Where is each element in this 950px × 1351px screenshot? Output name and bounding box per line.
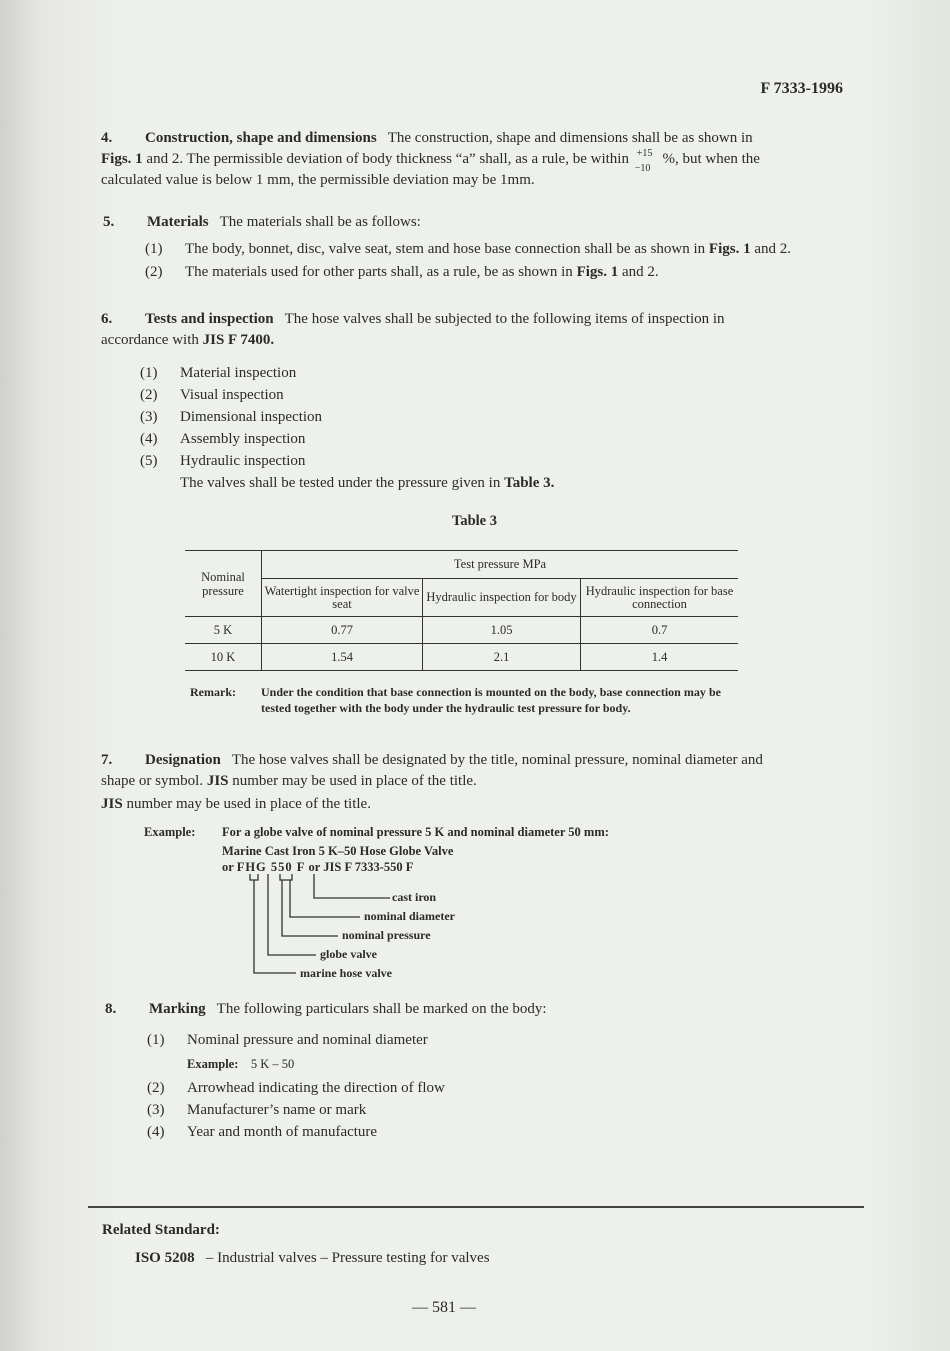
remark-text: Under the condition that base connection is mounted on the body, base connection may be tested together with the body under the hydraulic test pressure for body. xyxy=(261,685,721,715)
table-row xyxy=(185,617,738,644)
callout-nominal-pressure: nominal pressure xyxy=(342,928,431,942)
cell-base: 0.7 xyxy=(581,617,739,644)
related-standard-description: – Industrial valves – Pressure testing for valves xyxy=(205,1250,490,1266)
list-index: (1) xyxy=(147,1032,165,1048)
remark-label: Remark: xyxy=(190,685,236,699)
list-index: (4) xyxy=(140,431,158,447)
cell-nominal: 10 K xyxy=(185,644,262,671)
cell-body: 1.05 xyxy=(423,617,581,644)
list-item xyxy=(140,406,554,428)
pressure-note xyxy=(140,472,554,494)
table-3-title: Table 3 xyxy=(452,513,497,529)
cell-watertight: 0.77 xyxy=(262,617,423,644)
section-8-intro: The following particulars shall be marked on the body: xyxy=(216,1001,547,1017)
list-index: (1) xyxy=(145,241,163,257)
example-label: Example: xyxy=(187,1057,239,1071)
section-7 xyxy=(101,750,843,815)
related-standard-entry xyxy=(135,1250,490,1267)
list-item xyxy=(147,1029,445,1051)
list-item xyxy=(140,362,554,384)
section-5-number: 5. xyxy=(103,214,115,230)
example-value: 5 K – 50 xyxy=(250,1057,295,1071)
section-5-intro: The materials shall be as follows: xyxy=(219,214,421,230)
list-text: Dimensional inspection xyxy=(180,409,323,425)
page-number: — 581 — xyxy=(412,1299,476,1316)
list-text: Material inspection xyxy=(180,365,297,381)
list-index: (1) xyxy=(140,365,158,381)
jis-ref: JIS F 7400. xyxy=(202,332,275,348)
list-index: (2) xyxy=(145,264,163,280)
tolerance-lower: −10 xyxy=(634,163,651,174)
pressure-note-text: The valves shall be tested under the pressure given in xyxy=(180,475,501,491)
section-4-number: 4. xyxy=(101,130,113,146)
section-8 xyxy=(105,999,547,1020)
section-4-text-a: The construction, shape and dimensions shall be as shown in xyxy=(387,130,753,146)
section-5 xyxy=(103,212,863,233)
section-6-title: Tests and inspection xyxy=(145,311,274,327)
related-standard-code: ISO 5208 xyxy=(135,1250,195,1266)
example-text: For a globe valve of nominal pressure 5 K and nominal diameter 50 mm: xyxy=(222,825,609,839)
list-index: (2) xyxy=(147,1080,165,1096)
list-index: (3) xyxy=(140,409,158,425)
section-7-text-c: number may be used in place of the title. xyxy=(126,796,371,812)
section-6-text-a: The hose valves shall be subjected to the following items of inspection in xyxy=(284,311,725,327)
list-text: Hydraulic inspection xyxy=(180,453,306,469)
figure-ref: Figs. 1 xyxy=(576,264,619,280)
list-item xyxy=(140,450,554,472)
test-pressure-header: Test pressure MPa xyxy=(262,551,739,579)
section-4-title: Construction, shape and dimensions xyxy=(145,130,377,146)
cell-base: 1.4 xyxy=(581,644,739,671)
example-designation: Marine Cast Iron 5 K–50 Hose Globe Valve xyxy=(222,844,454,858)
col-header-base: Hydraulic inspection for base connection xyxy=(581,579,739,617)
section-7-text-a: The hose valves shall be designated by the title, nominal pressure, nominal diameter and xyxy=(231,752,763,768)
section-4-text-b: and 2. The permissible deviation of body thickness “a” shall, as a rule, be within xyxy=(146,151,629,167)
section-4-text-c: %, but when the xyxy=(662,151,760,167)
section-4-figs-ref: Figs. 1 xyxy=(101,151,143,167)
section-5-item-1 xyxy=(145,238,791,260)
list-item xyxy=(147,1099,445,1121)
callout-cast-iron: cast iron xyxy=(392,890,437,904)
list-text: Visual inspection xyxy=(180,387,284,403)
cell-body: 2.1 xyxy=(423,644,581,671)
section-5-title: Materials xyxy=(147,214,209,230)
tolerance xyxy=(633,148,659,174)
list-item xyxy=(147,1121,445,1143)
related-standard-label: Related Standard: xyxy=(102,1222,220,1238)
list-item xyxy=(147,1077,445,1099)
section-7-text-b: shape or symbol. xyxy=(101,773,204,789)
jis-bold: JIS xyxy=(101,796,123,812)
section-6 xyxy=(101,309,843,351)
cell-watertight: 1.54 xyxy=(262,644,423,671)
list-item xyxy=(140,428,554,450)
list-tail: and 2. xyxy=(754,241,791,257)
standard-code: F 7333-1996 xyxy=(760,80,843,97)
marking-example xyxy=(147,1051,445,1077)
cell-nominal: 5 K xyxy=(185,617,262,644)
section-7-title: Designation xyxy=(145,752,221,768)
list-text: Manufacturer’s name or mark xyxy=(187,1102,367,1118)
example-label: Example: xyxy=(144,825,196,839)
list-index: (5) xyxy=(140,453,158,469)
col-header-body: Hydraulic inspection for body xyxy=(423,579,581,617)
list-item xyxy=(140,384,554,406)
nominal-header: Nominal pressure xyxy=(185,551,262,617)
callout-globe-valve: globe valve xyxy=(320,947,377,961)
section-4 xyxy=(101,128,843,191)
or-text: or xyxy=(222,860,234,874)
jis-code: JIS F 7333-550 F xyxy=(323,860,414,874)
section-6-number: 6. xyxy=(101,311,113,327)
section-8-list xyxy=(147,1029,445,1143)
section-7-number: 7. xyxy=(101,752,113,768)
section-8-title: Marking xyxy=(149,1001,206,1017)
section-7-text-b-post: number may be used in place of the title. xyxy=(232,773,477,789)
list-text: Year and month of manufacture xyxy=(187,1124,378,1140)
col-header-watertight: Watertight inspection for valve seat xyxy=(262,579,423,617)
table-3 xyxy=(185,550,738,671)
symbol-code: FHG 550 F xyxy=(236,860,306,874)
section-divider xyxy=(88,1206,864,1208)
list-text: The body, bonnet, disc, valve seat, stem and hose base connection shall be as shown in xyxy=(185,241,706,257)
section-6-text-b: accordance with xyxy=(101,332,199,348)
list-index: (2) xyxy=(140,387,158,403)
tolerance-upper: +15 xyxy=(636,148,653,159)
jis-bold: JIS xyxy=(206,773,229,789)
list-index: (3) xyxy=(147,1102,165,1118)
figure-ref: Figs. 1 xyxy=(708,241,751,257)
list-text: Assembly inspection xyxy=(180,431,306,447)
list-text: Arrowhead indicating the direction of flow xyxy=(187,1080,445,1096)
callout-marine-hose-valve: marine hose valve xyxy=(300,966,392,980)
or-text: or xyxy=(308,860,321,874)
table-row xyxy=(185,644,738,671)
section-8-number: 8. xyxy=(105,1001,117,1017)
section-5-item-2 xyxy=(145,261,659,283)
list-text: Nominal pressure and nominal diameter xyxy=(187,1032,428,1048)
section-4-text-d: calculated value is below 1 mm, the permissible deviation may be 1mm. xyxy=(101,172,535,188)
list-tail: and 2. xyxy=(621,264,659,280)
section-6-list xyxy=(140,362,554,494)
table-ref: Table 3. xyxy=(504,475,555,491)
callout-nominal-diameter: nominal diameter xyxy=(364,909,455,923)
list-text: The materials used for other parts shall, as a rule, be as shown in xyxy=(185,264,573,280)
list-index: (4) xyxy=(147,1124,165,1140)
